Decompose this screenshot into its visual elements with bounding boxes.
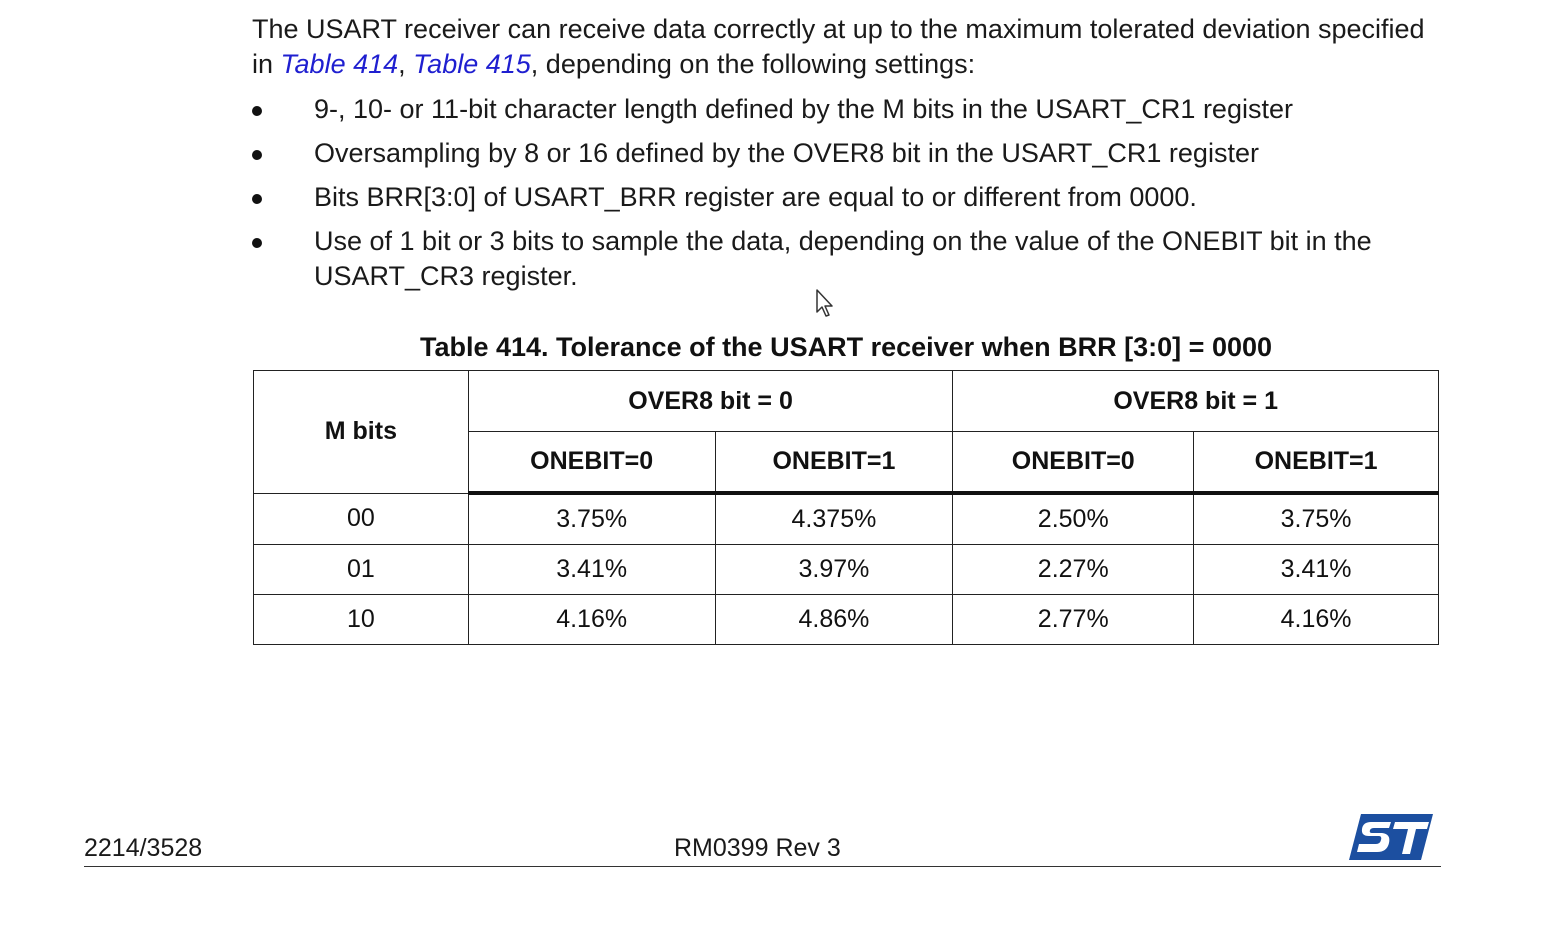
settings-list [252, 92, 1442, 303]
table-caption: Table 414. Tolerance of the USART receiver when BRR [3:0] = 0000 [419, 332, 1273, 362]
table-row [254, 545, 1439, 595]
list-item [252, 92, 1442, 127]
list-item-text: Use of 1 bit or 3 bits to sample the data, depending on the value of the ONEBIT bit in the USART_CR3 register. [314, 226, 1372, 291]
table-cell: 01 [254, 545, 469, 595]
table-cell: 4.16% [1194, 595, 1439, 645]
table-cell: 2.77% [953, 595, 1194, 645]
mouse-pointer-icon [815, 288, 835, 318]
intro-text-after: , depending on the following settings: [530, 49, 976, 79]
page-number: 2214/3528 [84, 834, 203, 862]
table-cell: 4.86% [715, 595, 953, 645]
table-cell: 3.75% [1194, 493, 1439, 545]
header-onebit-1: ONEBIT=1 [1194, 432, 1439, 494]
intro-text-before: The USART receiver can receive data correctly at up to the maximum tolerated deviation specified in [252, 14, 1425, 79]
table-cell: 3.75% [468, 493, 715, 545]
header-onebit-0: ONEBIT=0 [468, 432, 715, 494]
list-item-text: 9-, 10- or 11-bit character length defined by the M bits in the USART_CR1 register [314, 94, 1293, 124]
footer-divider [84, 866, 1441, 867]
link-table-415[interactable]: Table 415 [413, 49, 531, 79]
st-logo [1347, 812, 1433, 862]
table-cell: 3.41% [468, 545, 715, 595]
table-cell: 3.97% [715, 545, 953, 595]
list-item [252, 224, 1442, 294]
bullet-icon [252, 106, 262, 116]
header-onebit-0: ONEBIT=0 [953, 432, 1194, 494]
table-cell: 10 [254, 595, 469, 645]
bullet-icon [252, 150, 262, 160]
table-row [254, 493, 1439, 545]
list-item-text: Bits BRR[3:0] of USART_BRR register are equal to or different from 0000. [314, 182, 1197, 212]
header-over8-1: OVER8 bit = 1 [953, 371, 1439, 432]
table-cell: 4.16% [468, 595, 715, 645]
header-over8-0: OVER8 bit = 0 [468, 371, 953, 432]
intro-separator: , [398, 49, 414, 79]
document-id: RM0399 Rev 3 [674, 834, 841, 862]
table-row [254, 595, 1439, 645]
intro-paragraph [252, 12, 1442, 82]
bullet-icon [252, 238, 262, 248]
header-onebit-1: ONEBIT=1 [715, 432, 953, 494]
list-item [252, 180, 1442, 215]
bullet-icon [252, 194, 262, 204]
tolerance-table [253, 370, 1439, 645]
table-cell: 2.50% [953, 493, 1194, 545]
list-item [252, 136, 1442, 171]
table-cell: 00 [254, 493, 469, 545]
table-cell: 2.27% [953, 545, 1194, 595]
list-item-text: Oversampling by 8 or 16 defined by the OVER8 bit in the USART_CR1 register [314, 138, 1259, 168]
table-cell: 3.41% [1194, 545, 1439, 595]
link-table-414[interactable]: Table 414 [280, 49, 399, 79]
header-m-bits: M bits [254, 371, 469, 494]
table-cell: 4.375% [715, 493, 953, 545]
